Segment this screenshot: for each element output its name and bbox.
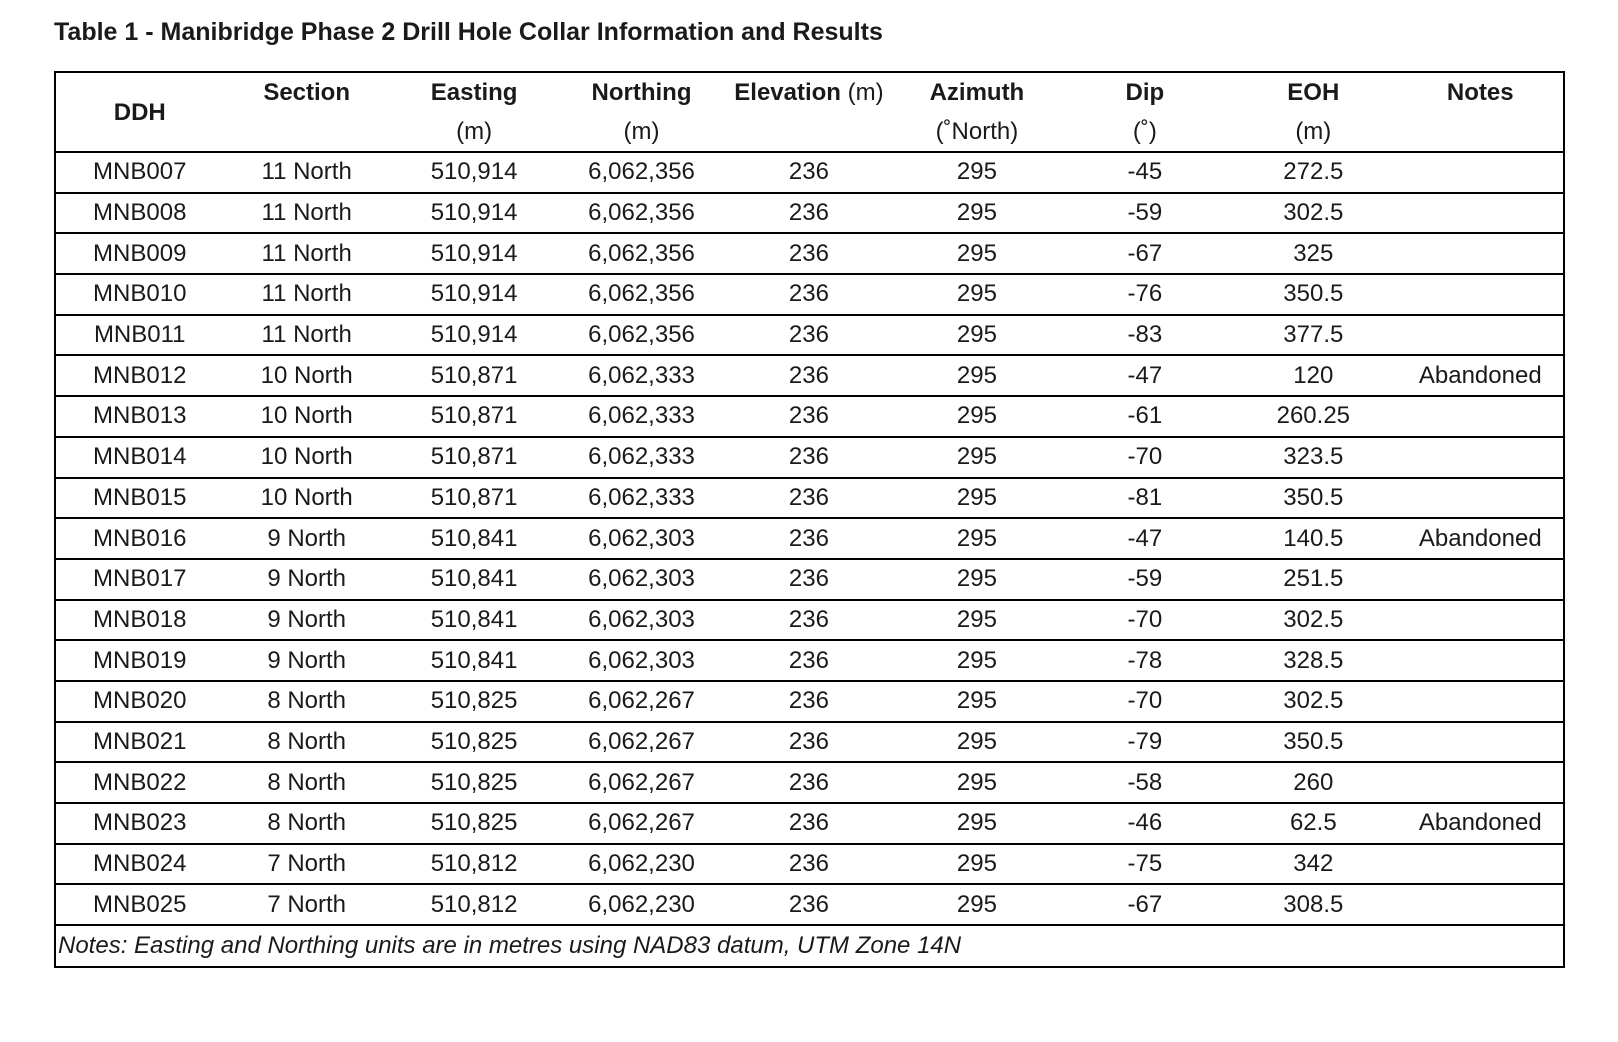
cell-northing: 6,062,356: [558, 152, 724, 193]
cell-easting: 510,871: [390, 396, 558, 437]
cell-notes: [1398, 478, 1564, 519]
cell-elevation: 236: [725, 762, 893, 803]
cell-northing: 6,062,230: [558, 844, 724, 885]
cell-dip: -83: [1061, 315, 1229, 356]
cell-easting: 510,812: [390, 844, 558, 885]
header-eoh-unit: (m): [1295, 118, 1332, 145]
cell-ddh: MNB014: [55, 437, 223, 478]
cell-eoh: 302.5: [1229, 600, 1397, 641]
cell-northing: 6,062,267: [558, 722, 724, 763]
cell-elevation: 236: [725, 233, 893, 274]
cell-dip: -59: [1061, 559, 1229, 600]
cell-section: 8 North: [223, 722, 389, 763]
cell-dip: -61: [1061, 396, 1229, 437]
table-row: [55, 193, 1564, 234]
cell-dip: -81: [1061, 478, 1229, 519]
cell-dip: -79: [1061, 722, 1229, 763]
cell-section: 10 North: [223, 396, 389, 437]
table-row: [55, 518, 1564, 559]
cell-eoh: 325: [1229, 233, 1397, 274]
cell-eoh: 272.5: [1229, 152, 1397, 193]
cell-easting: 510,871: [390, 478, 558, 519]
header-elevation: [725, 72, 893, 152]
cell-notes: [1398, 396, 1564, 437]
cell-ddh: MNB011: [55, 315, 223, 356]
drill-hole-table: [54, 71, 1565, 968]
cell-ddh: MNB022: [55, 762, 223, 803]
cell-azimuth: 295: [893, 233, 1060, 274]
header-row: [55, 72, 1564, 152]
cell-ddh: MNB010: [55, 274, 223, 315]
header-eoh: [1229, 72, 1397, 152]
cell-eoh: 62.5: [1229, 803, 1397, 844]
cell-section: 8 North: [223, 803, 389, 844]
cell-dip: -70: [1061, 681, 1229, 722]
cell-elevation: 236: [725, 884, 893, 925]
cell-easting: 510,841: [390, 640, 558, 681]
table-row: [55, 559, 1564, 600]
cell-elevation: 236: [725, 152, 893, 193]
cell-eoh: 377.5: [1229, 315, 1397, 356]
header-elevation-line: [725, 73, 893, 112]
cell-eoh: 342: [1229, 844, 1397, 885]
cell-northing: 6,062,303: [558, 640, 724, 681]
cell-ddh: MNB015: [55, 478, 223, 519]
cell-section: 9 North: [223, 559, 389, 600]
header-notes-label: Notes: [1446, 79, 1514, 106]
cell-elevation: 236: [725, 559, 893, 600]
header-azimuth-unit: (˚North): [935, 118, 1019, 145]
cell-azimuth: 295: [893, 884, 1060, 925]
cell-notes: Abandoned: [1398, 355, 1564, 396]
table-row: [55, 315, 1564, 356]
cell-ddh: MNB012: [55, 355, 223, 396]
cell-azimuth: 295: [893, 600, 1060, 641]
cell-ddh: MNB017: [55, 559, 223, 600]
cell-eoh: 251.5: [1229, 559, 1397, 600]
cell-notes: [1398, 315, 1564, 356]
cell-easting: 510,914: [390, 233, 558, 274]
table-row: [55, 762, 1564, 803]
header-dip-unit: (˚): [1132, 118, 1157, 145]
cell-notes: [1398, 193, 1564, 234]
cell-section: 9 North: [223, 600, 389, 641]
cell-section: 10 North: [223, 437, 389, 478]
cell-easting: 510,841: [390, 518, 558, 559]
table-row: [55, 152, 1564, 193]
cell-notes: [1398, 559, 1564, 600]
cell-elevation: 236: [725, 600, 893, 641]
cell-northing: 6,062,267: [558, 681, 724, 722]
cell-eoh: 350.5: [1229, 722, 1397, 763]
table-row: [55, 437, 1564, 478]
cell-northing: 6,062,356: [558, 193, 724, 234]
cell-northing: 6,062,333: [558, 355, 724, 396]
header-northing-unit: (m): [623, 118, 660, 145]
cell-elevation: 236: [725, 478, 893, 519]
table-row: [55, 600, 1564, 641]
cell-ddh: MNB020: [55, 681, 223, 722]
cell-easting: 510,914: [390, 193, 558, 234]
cell-azimuth: 295: [893, 762, 1060, 803]
cell-easting: 510,841: [390, 559, 558, 600]
cell-elevation: 236: [725, 193, 893, 234]
cell-section: 8 North: [223, 681, 389, 722]
cell-northing: 6,062,356: [558, 274, 724, 315]
cell-easting: 510,914: [390, 152, 558, 193]
cell-azimuth: 295: [893, 803, 1060, 844]
header-easting-unit: (m): [456, 118, 493, 145]
cell-ddh: MNB025: [55, 884, 223, 925]
cell-section: 11 North: [223, 233, 389, 274]
cell-azimuth: 295: [893, 681, 1060, 722]
cell-northing: 6,062,267: [558, 762, 724, 803]
table-body: [55, 152, 1564, 925]
table-row: [55, 478, 1564, 519]
cell-ddh: MNB007: [55, 152, 223, 193]
cell-easting: 510,825: [390, 762, 558, 803]
cell-azimuth: 295: [893, 396, 1060, 437]
cell-section: 11 North: [223, 193, 389, 234]
cell-azimuth: 295: [893, 315, 1060, 356]
cell-dip: -78: [1061, 640, 1229, 681]
cell-ddh: MNB019: [55, 640, 223, 681]
table-row: [55, 233, 1564, 274]
cell-dip: -70: [1061, 437, 1229, 478]
cell-ddh: MNB018: [55, 600, 223, 641]
cell-dip: -47: [1061, 518, 1229, 559]
cell-northing: 6,062,303: [558, 559, 724, 600]
table-row: [55, 396, 1564, 437]
cell-dip: -47: [1061, 355, 1229, 396]
table-row: [55, 722, 1564, 763]
cell-section: 7 North: [223, 844, 389, 885]
header-eoh-label: EOH: [1287, 79, 1340, 106]
cell-elevation: 236: [725, 681, 893, 722]
cell-northing: 6,062,356: [558, 233, 724, 274]
cell-eoh: 350.5: [1229, 478, 1397, 519]
footnote-row: [55, 925, 1564, 967]
cell-section: 11 North: [223, 274, 389, 315]
cell-section: 10 North: [223, 478, 389, 519]
table-header: [55, 72, 1564, 152]
header-notes: [1398, 72, 1564, 152]
cell-dip: -67: [1061, 233, 1229, 274]
cell-ddh: MNB023: [55, 803, 223, 844]
cell-easting: 510,914: [390, 315, 558, 356]
header-section-label: Section: [263, 79, 350, 106]
cell-azimuth: 295: [893, 844, 1060, 885]
cell-notes: [1398, 640, 1564, 681]
table-row: [55, 844, 1564, 885]
cell-section: 11 North: [223, 315, 389, 356]
cell-azimuth: 295: [893, 437, 1060, 478]
cell-elevation: 236: [725, 844, 893, 885]
table-footnote: Notes: Easting and Northing units are in metres using NAD83 datum, UTM Zone 14N: [58, 932, 962, 960]
cell-ddh: MNB024: [55, 844, 223, 885]
cell-elevation: 236: [725, 355, 893, 396]
table-row: [55, 681, 1564, 722]
cell-azimuth: 295: [893, 355, 1060, 396]
cell-easting: 510,871: [390, 437, 558, 478]
cell-notes: Abandoned: [1398, 803, 1564, 844]
cell-elevation: 236: [725, 437, 893, 478]
cell-ddh: MNB013: [55, 396, 223, 437]
header-azimuth-label: Azimuth: [929, 79, 1025, 106]
cell-elevation: 236: [725, 518, 893, 559]
cell-notes: [1398, 884, 1564, 925]
table-row: [55, 355, 1564, 396]
cell-northing: 6,062,267: [558, 803, 724, 844]
cell-section: 10 North: [223, 355, 389, 396]
cell-elevation: 236: [725, 396, 893, 437]
cell-elevation: 236: [725, 315, 893, 356]
cell-azimuth: 295: [893, 193, 1060, 234]
cell-elevation: 236: [725, 274, 893, 315]
header-ddh-label: DDH: [113, 98, 166, 126]
table-footer: [55, 925, 1564, 967]
cell-notes: [1398, 762, 1564, 803]
cell-eoh: 302.5: [1229, 193, 1397, 234]
table-row: [55, 803, 1564, 844]
table-row: [55, 274, 1564, 315]
header-azimuth: [893, 72, 1060, 152]
header-dip-label: Dip: [1125, 79, 1165, 106]
header-northing: [558, 72, 724, 152]
header-elevation-label: Elevation: [734, 79, 841, 106]
cell-easting: 510,914: [390, 274, 558, 315]
cell-azimuth: 295: [893, 722, 1060, 763]
cell-eoh: 308.5: [1229, 884, 1397, 925]
table-row: [55, 884, 1564, 925]
cell-easting: 510,825: [390, 803, 558, 844]
cell-dip: -59: [1061, 193, 1229, 234]
cell-northing: 6,062,333: [558, 478, 724, 519]
cell-northing: 6,062,333: [558, 396, 724, 437]
cell-northing: 6,062,303: [558, 600, 724, 641]
cell-dip: -58: [1061, 762, 1229, 803]
cell-eoh: 260: [1229, 762, 1397, 803]
cell-azimuth: 295: [893, 152, 1060, 193]
cell-azimuth: 295: [893, 274, 1060, 315]
cell-notes: [1398, 844, 1564, 885]
cell-eoh: 140.5: [1229, 518, 1397, 559]
cell-eoh: 350.5: [1229, 274, 1397, 315]
cell-ddh: MNB009: [55, 233, 223, 274]
cell-dip: -46: [1061, 803, 1229, 844]
cell-elevation: 236: [725, 640, 893, 681]
cell-ddh: MNB021: [55, 722, 223, 763]
cell-eoh: 328.5: [1229, 640, 1397, 681]
cell-northing: 6,062,303: [558, 518, 724, 559]
cell-eoh: 120: [1229, 355, 1397, 396]
cell-easting: 510,825: [390, 681, 558, 722]
cell-azimuth: 295: [893, 559, 1060, 600]
cell-notes: [1398, 722, 1564, 763]
cell-notes: [1398, 233, 1564, 274]
cell-elevation: 236: [725, 803, 893, 844]
cell-dip: -76: [1061, 274, 1229, 315]
cell-section: 9 North: [223, 640, 389, 681]
cell-easting: 510,871: [390, 355, 558, 396]
cell-notes: [1398, 274, 1564, 315]
cell-easting: 510,812: [390, 884, 558, 925]
cell-easting: 510,825: [390, 722, 558, 763]
table-caption: Table 1 - Manibridge Phase 2 Drill Hole Collar Information and Results: [54, 18, 883, 46]
cell-notes: Abandoned: [1398, 518, 1564, 559]
cell-dip: -45: [1061, 152, 1229, 193]
cell-dip: -75: [1061, 844, 1229, 885]
header-easting-label: Easting: [430, 79, 518, 106]
cell-dip: -70: [1061, 600, 1229, 641]
header-easting: [390, 72, 558, 152]
cell-eoh: 323.5: [1229, 437, 1397, 478]
cell-notes: [1398, 437, 1564, 478]
header-elevation-unit: (m): [840, 79, 884, 106]
cell-eoh: 260.25: [1229, 396, 1397, 437]
cell-section: 9 North: [223, 518, 389, 559]
cell-dip: -67: [1061, 884, 1229, 925]
cell-easting: 510,841: [390, 600, 558, 641]
header-northing-label: Northing: [591, 79, 692, 106]
cell-ddh: MNB008: [55, 193, 223, 234]
header-dip: [1061, 72, 1229, 152]
cell-notes: [1398, 681, 1564, 722]
cell-eoh: 302.5: [1229, 681, 1397, 722]
cell-azimuth: 295: [893, 518, 1060, 559]
table-row: [55, 640, 1564, 681]
cell-notes: [1398, 600, 1564, 641]
cell-notes: [1398, 152, 1564, 193]
cell-azimuth: 295: [893, 478, 1060, 519]
cell-section: 7 North: [223, 884, 389, 925]
cell-northing: 6,062,356: [558, 315, 724, 356]
cell-northing: 6,062,333: [558, 437, 724, 478]
header-section: [223, 72, 389, 152]
header-ddh: [55, 72, 223, 152]
cell-northing: 6,062,230: [558, 884, 724, 925]
cell-azimuth: 295: [893, 640, 1060, 681]
cell-section: 11 North: [223, 152, 389, 193]
cell-elevation: 236: [725, 722, 893, 763]
cell-section: 8 North: [223, 762, 389, 803]
cell-ddh: MNB016: [55, 518, 223, 559]
